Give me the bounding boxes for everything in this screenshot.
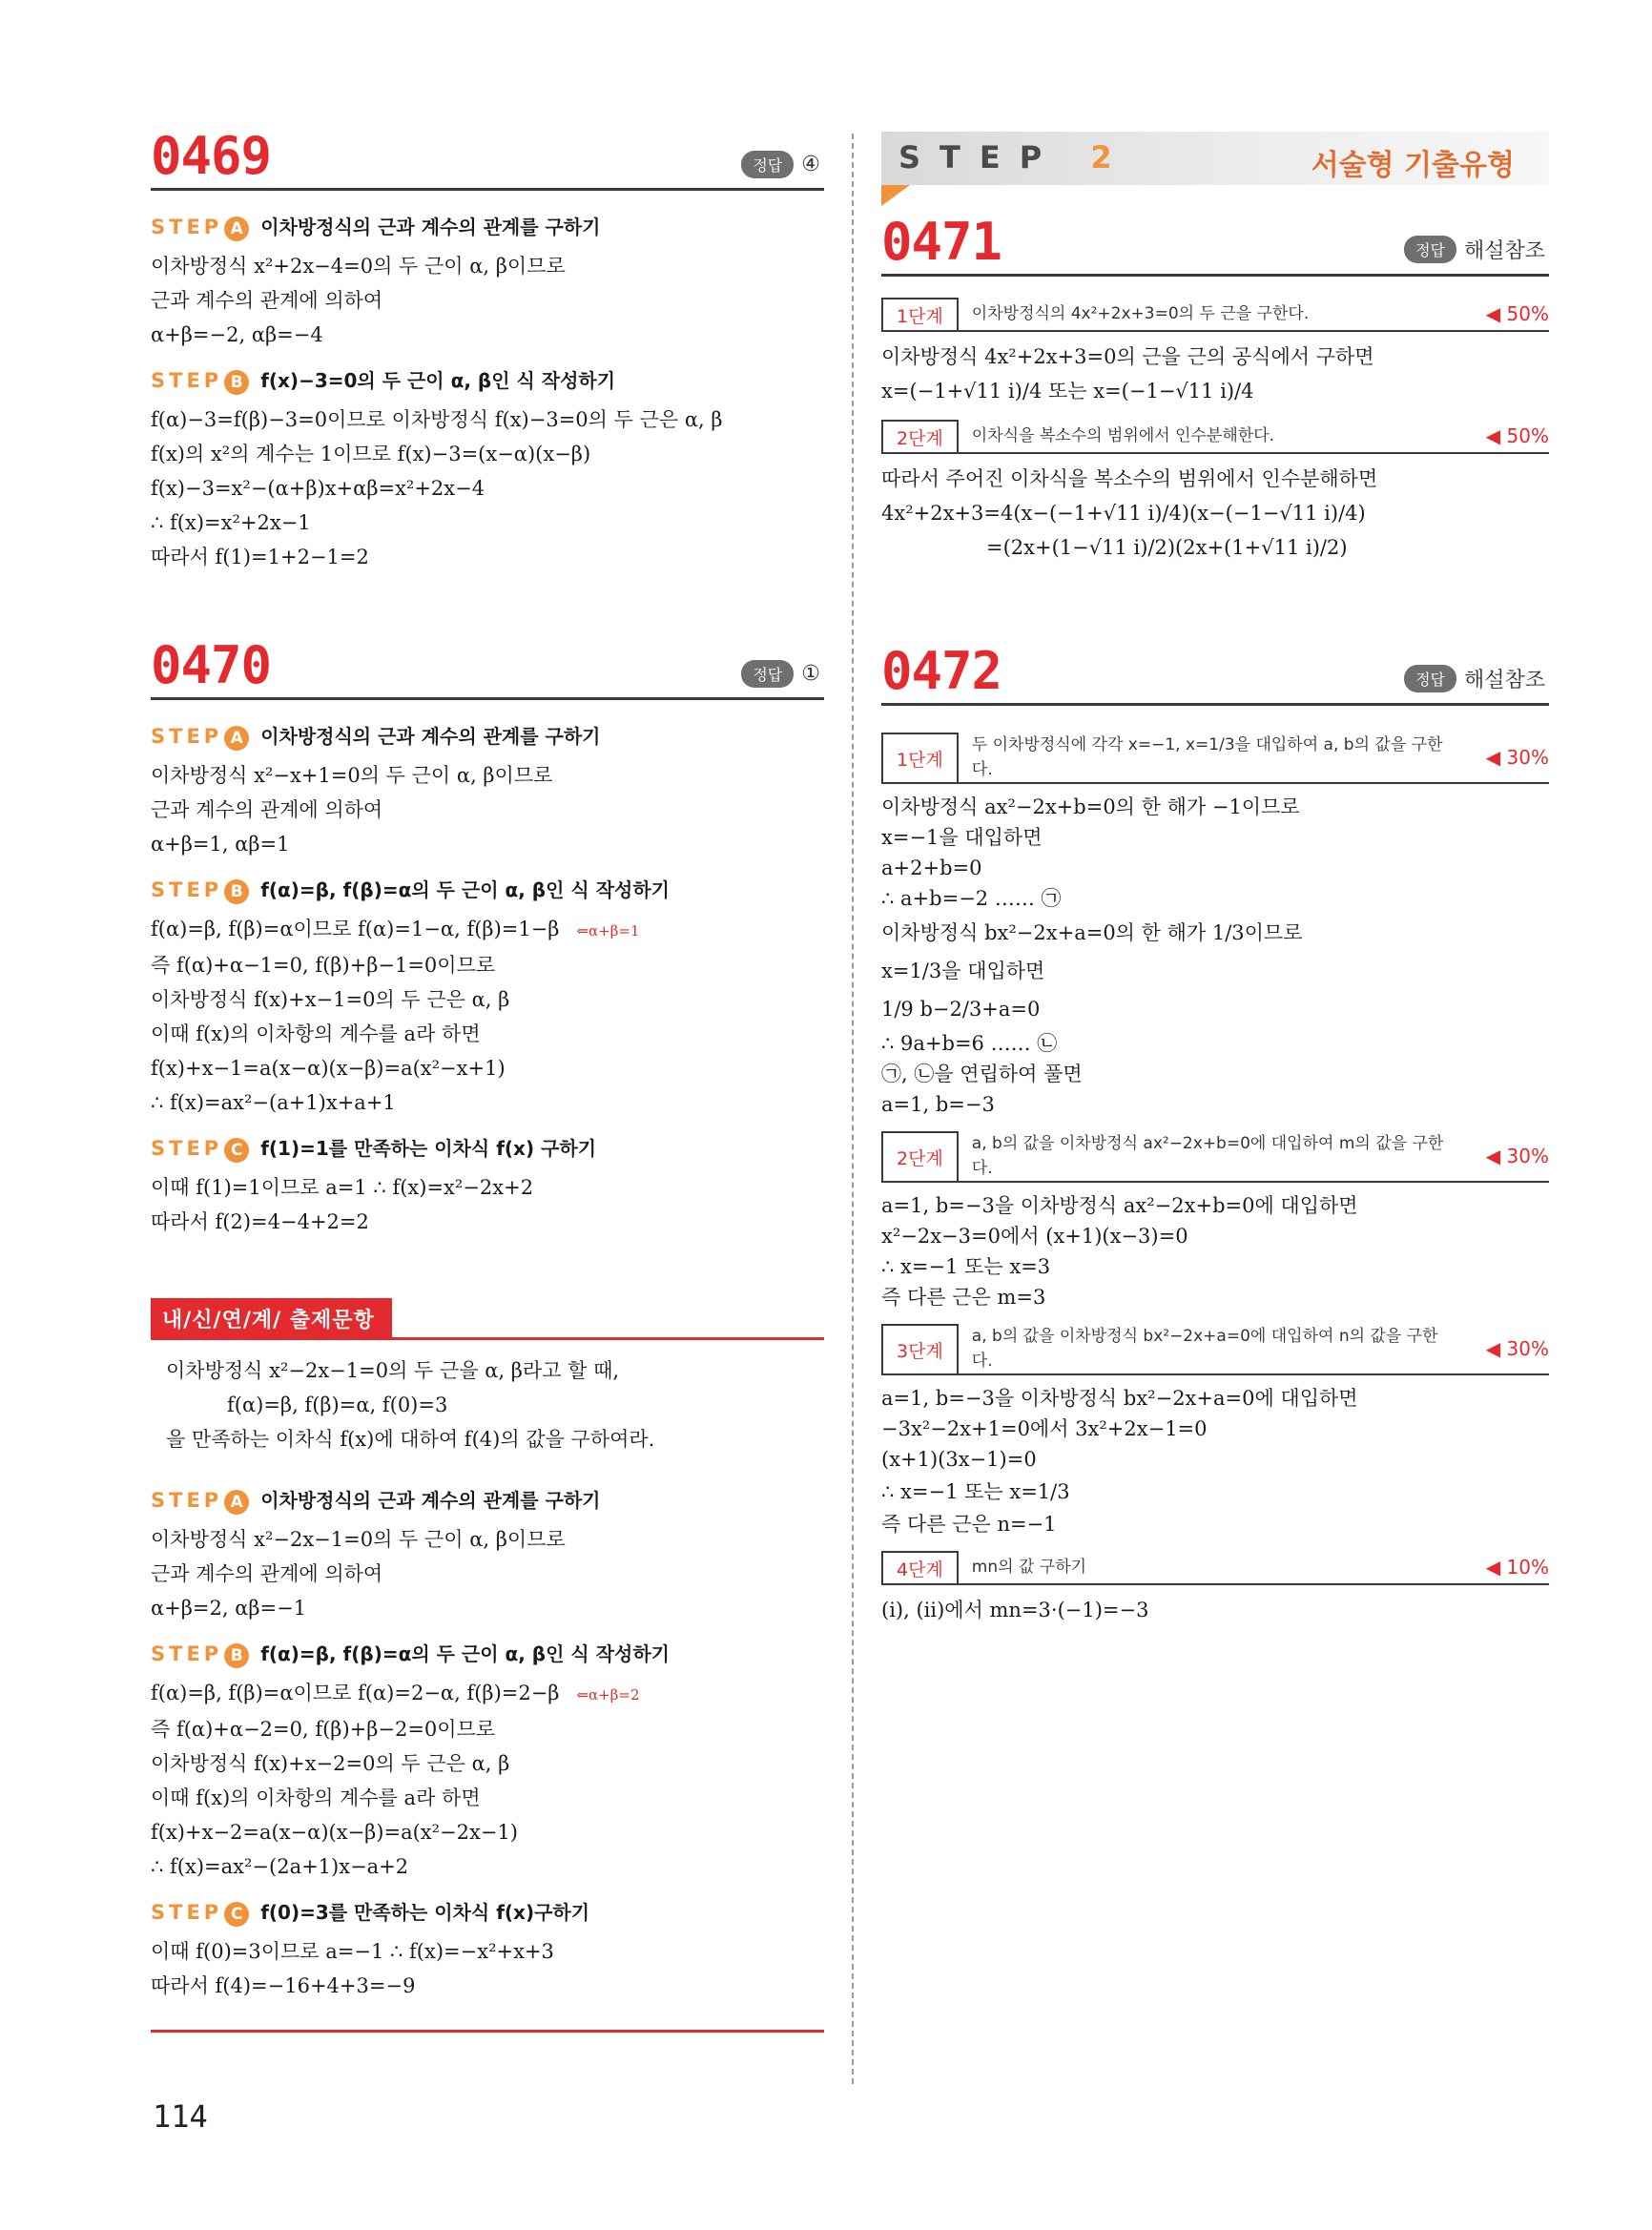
problem-number: 0471	[881, 212, 1002, 272]
answer-value: 해설참조	[1463, 669, 1545, 692]
solution-line: f(α)=β, f(β)=α이므로 f(α)=2−α, f(β)=2−β ⇐α+β=2	[151, 1682, 640, 1704]
step-title: 이차방정식의 근과 계수의 관계를 구하기	[260, 725, 601, 748]
step2-label: STEP 2	[898, 139, 1131, 176]
stage-row	[881, 298, 1549, 332]
stage-percent: ◀ 50%	[1485, 302, 1549, 325]
answer-tag: 정답	[1404, 236, 1456, 263]
solution-line: ∴ 9a+b=6 …… ㉡	[881, 1032, 1058, 1055]
solution-line: 근과 계수의 관계에 의하여	[151, 1562, 383, 1585]
problem-0469	[151, 124, 824, 574]
step-badge: STEP C	[151, 1137, 249, 1163]
solution-line: −3x²−2x+1=0에서 3x²+2x−1=0	[881, 1417, 1208, 1440]
page-number: 114	[153, 2098, 208, 2135]
solution-line: (ⅰ), (ⅱ)에서 mn=3·(−1)=−3	[881, 1599, 1149, 1621]
answer-tag: 정답	[1404, 665, 1456, 692]
solution-line: α+β=−2, αβ=−4	[151, 323, 323, 346]
stage-row	[881, 1131, 1549, 1183]
step-title: f(x)−3=0의 두 근이 α, β인 식 작성하기	[260, 369, 616, 392]
step-b-heading	[151, 1639, 824, 1668]
problem-header	[881, 210, 1549, 277]
related-problem	[151, 1298, 824, 2033]
solution-line: 이차방정식 x²+2x−4=0의 두 근이 α, β이므로	[151, 255, 566, 278]
problem-header	[151, 124, 824, 191]
solution-line: f(x)의 x²의 계수는 1이므로 f(x)−3=(x−α)(x−β)	[151, 443, 591, 465]
solution-line: 이차방정식 x²−2x−1=0의 두 근이 α, β이므로	[151, 1528, 566, 1551]
solution-line: 즉 다른 근은 n=−1	[881, 1513, 1057, 1536]
solution-line: ∴ a+b=−2 …… ㉠	[881, 887, 1062, 910]
solution-line: f(x)+x−1=a(x−α)(x−β)=a(x²−x+1)	[151, 1057, 506, 1080]
solution-line: =(2x+(1−√11 i)/2)(2x+(1+√11 i)/2)	[986, 536, 1348, 559]
solution-line: α+β=2, αβ=−1	[151, 1597, 307, 1620]
stage-row	[881, 733, 1549, 784]
solution-line: 이차방정식 f(x)+x−2=0의 두 근은 α, β	[151, 1752, 510, 1775]
solution-line: ㉠, ㉡을 연립하여 풀면	[881, 1063, 1083, 1085]
step2-banner	[881, 132, 1549, 185]
solution-line: 근과 계수의 관계에 의하여	[151, 798, 383, 821]
solution-line: ∴ f(x)=ax²−(a+1)x+a+1	[151, 1091, 396, 1114]
solution-line: a=1, b=−3	[881, 1093, 995, 1116]
step-title: 이차방정식의 근과 계수의 관계를 구하기	[260, 216, 601, 238]
step-title: f(α)=β, f(β)=α의 두 근이 α, β인 식 작성하기	[260, 878, 670, 901]
stage-percent: ◀ 30%	[1485, 1145, 1549, 1167]
solution-line: x=−1을 대입하면	[881, 826, 1043, 849]
step-c-heading	[151, 1133, 824, 1163]
side-note: ⇐α+β=1	[576, 922, 640, 939]
stage-row	[881, 420, 1549, 454]
stage-percent: ◀ 50%	[1485, 424, 1549, 447]
stage-percent: ◀ 30%	[1485, 1337, 1549, 1360]
answer-tag: 정답	[741, 660, 794, 688]
answer-value: 해설참조	[1463, 239, 1545, 263]
stage-tag: 1단계	[881, 298, 959, 330]
solution-line: a=1, b=−3을 이차방정식 bx²−2x+a=0에 대입하면	[881, 1387, 1358, 1410]
solution-line: f(α)−3=f(β)−3=0이므로 이차방정식 f(x)−3=0의 두 근은 α, β	[151, 408, 723, 431]
stage-description: 두 이차방정식에 각각 x=−1, x=1/3을 대입하여 a, b의 값을 구한다.	[971, 735, 1443, 779]
solution-line: 이차방정식 f(x)+x−1=0의 두 근은 α, β	[151, 988, 510, 1011]
step-badge: STEP B	[151, 878, 249, 904]
stage-description: 이차방정식의 4x²+2x+3=0의 두 근을 구한다.	[971, 304, 1310, 323]
banner-corner-mark	[881, 185, 910, 206]
stage-row	[881, 1324, 1549, 1375]
stage-tag: 2단계	[881, 1131, 959, 1181]
step-badge: STEP B	[151, 369, 249, 395]
step-a-heading	[151, 212, 824, 241]
problem-line: f(α)=β, f(β)=α, f(0)=3	[227, 1394, 448, 1416]
solution-line: 즉 다른 근은 m=3	[881, 1286, 1046, 1309]
stage-tag: 3단계	[881, 1324, 959, 1373]
related-problem-body	[151, 1340, 824, 1466]
solution-line: 따라서 f(4)=−16+4+3=−9	[151, 1974, 416, 1997]
stage-tag: 2단계	[881, 420, 959, 452]
solution-line: 따라서 f(2)=4−4+2=2	[151, 1210, 369, 1233]
side-note: ⇐α+β=2	[576, 1686, 640, 1703]
related-problem-bar	[151, 1298, 824, 1340]
solution-line: ∴ x=−1 또는 x=3	[881, 1255, 1051, 1278]
solution-line: 4x²+2x+3=4(x−(−1+√11 i)/4)(x−(−1−√11 i)/4)	[881, 502, 1366, 525]
problem-number: 0472	[881, 641, 1002, 701]
answer-badge	[1404, 235, 1545, 264]
stage-row	[881, 1551, 1549, 1585]
step-b-heading	[151, 875, 824, 904]
step-title: f(α)=β, f(β)=α의 두 근이 α, β인 식 작성하기	[260, 1642, 670, 1665]
step-title: f(0)=3를 만족하는 이차식 f(x)구하기	[260, 1901, 590, 1924]
problem-header	[881, 639, 1549, 706]
step-b-heading	[151, 365, 824, 395]
stage-description: a, b의 값을 이차방정식 ax²−2x+b=0에 대입하여 m의 값을 구한다.	[971, 1134, 1444, 1178]
right-column	[881, 132, 1549, 1627]
solution-line: f(α)=β, f(β)=α이므로 f(α)=1−α, f(β)=1−β ⇐α+β=1	[151, 918, 640, 940]
stage-description: 이차식을 복소수의 범위에서 인수분해한다.	[971, 426, 1275, 445]
section-end-rule	[151, 2030, 824, 2033]
solution-line: 이때 f(1)=1이므로 a=1 ∴ f(x)=x²−2x+2	[151, 1176, 534, 1199]
step-badge: STEP C	[151, 1901, 249, 1927]
problem-0472	[881, 639, 1549, 1627]
answer-value: ④	[801, 153, 820, 176]
problem-number: 0470	[151, 635, 272, 695]
solution-line: ∴ f(x)=ax²−(2a+1)x−a+2	[151, 1855, 409, 1878]
solution-line: x=1/3을 대입하면	[881, 960, 1045, 982]
solution-line: f(x)−3=x²−(α+β)x+αβ=x²+2x−4	[151, 477, 485, 500]
solution-line: a=1, b=−3을 이차방정식 ax²−2x+b=0에 대입하면	[881, 1194, 1358, 1217]
solution-line: x=(−1+√11 i)/4 또는 x=(−1−√11 i)/4	[881, 380, 1254, 403]
solution-line: 이차방정식 bx²−2x+a=0의 한 해가 1/3이므로	[881, 921, 1303, 944]
problem-0471	[881, 210, 1549, 565]
stage-tag: 1단계	[881, 733, 959, 782]
step-badge: STEP A	[151, 216, 249, 241]
solution-line: 이때 f(x)의 이차항의 계수를 a라 하면	[151, 1022, 481, 1045]
solution-line: 따라서 f(1)=1+2−1=2	[151, 546, 369, 568]
step-title: f(1)=1를 만족하는 이차식 f(x) 구하기	[260, 1137, 597, 1160]
column-divider	[852, 134, 854, 2084]
step-a-heading	[151, 721, 824, 751]
solution-line: 1/9 b−2/3+a=0	[881, 998, 1041, 1021]
solution-line: f(x)+x−2=a(x−α)(x−β)=a(x²−2x−1)	[151, 1821, 519, 1844]
answer-badge	[741, 660, 820, 688]
solution-line: ∴ x=−1 또는 x=1/3	[881, 1480, 1070, 1503]
solution-line: 이때 f(0)=3이므로 a=−1 ∴ f(x)=−x²+x+3	[151, 1940, 554, 1963]
related-problem-label: 내/신/연/계/ 출제문항	[151, 1298, 392, 1339]
problem-number: 0469	[151, 126, 272, 186]
stage-percent: ◀ 10%	[1485, 1556, 1549, 1579]
problem-0470	[151, 633, 824, 1239]
answer-value: ①	[801, 662, 820, 686]
stage-percent: ◀ 30%	[1485, 746, 1549, 769]
problem-line: 이차방정식 x²−2x−1=0의 두 근을 α, β라고 할 때,	[166, 1359, 620, 1382]
problem-line: 을 만족하는 이차식 f(x)에 대하여 f(4)의 값을 구하여라.	[166, 1428, 655, 1451]
step-title: 이차방정식의 근과 계수의 관계를 구하기	[260, 1489, 601, 1512]
stage-description: mn의 값 구하기	[971, 1558, 1087, 1577]
solution-line: (x+1)(3x−1)=0	[881, 1448, 1037, 1471]
stage-description: a, b의 값을 이차방정식 bx²−2x+a=0에 대입하여 n의 값을 구한다.	[971, 1327, 1438, 1371]
answer-badge	[1404, 664, 1545, 693]
stage-tag: 4단계	[881, 1551, 959, 1583]
step-a-heading	[151, 1485, 824, 1515]
solution-line: x²−2x−3=0에서 (x+1)(x−3)=0	[881, 1225, 1188, 1248]
solution-line: 즉 f(α)+α−1=0, f(β)+β−1=0이므로	[151, 954, 496, 977]
problem-header	[151, 633, 824, 700]
left-column	[151, 124, 824, 2033]
solution-line: 이때 f(x)의 이차항의 계수를 a라 하면	[151, 1786, 481, 1809]
solution-line: α+β=1, αβ=1	[151, 833, 290, 856]
solution-line: 따라서 주어진 이차식을 복소수의 범위에서 인수분해하면	[881, 467, 1378, 490]
step-badge: STEP B	[151, 1642, 249, 1668]
answer-tag: 정답	[741, 151, 794, 178]
solution-line: 근과 계수의 관계에 의하여	[151, 289, 383, 312]
step-badge: STEP A	[151, 1489, 249, 1515]
solution-line: 이차방정식 ax²−2x+b=0의 한 해가 −1이므로	[881, 795, 1300, 818]
step2-title: 서술형 기출유형	[1311, 149, 1515, 182]
step-c-heading	[151, 1897, 824, 1927]
step-badge: STEP A	[151, 725, 249, 751]
solution-line: 이차방정식 4x²+2x+3=0의 근을 근의 공식에서 구하면	[881, 345, 1374, 368]
solution-line: 이차방정식 x²−x+1=0의 두 근이 α, β이므로	[151, 764, 553, 787]
solution-line: a+2+b=0	[881, 857, 982, 879]
solution-line: 즉 f(α)+α−2=0, f(β)+β−2=0이므로	[151, 1718, 496, 1741]
answer-badge	[741, 151, 820, 178]
solution-line: ∴ f(x)=x²+2x−1	[151, 511, 311, 534]
